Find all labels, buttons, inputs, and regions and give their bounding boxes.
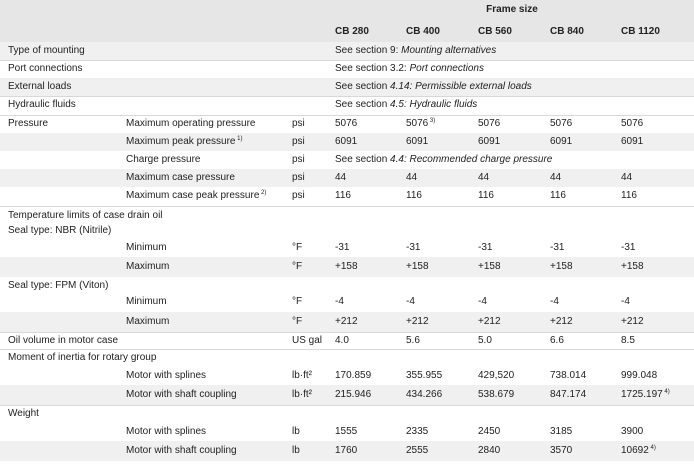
value-cell: 44: [335, 172, 347, 183]
row-sublabel: Maximum operating pressure: [126, 118, 256, 129]
row-sublabel: Maximum: [126, 261, 170, 272]
value-cell: 434.266: [406, 389, 443, 400]
value-cell: +158: [406, 261, 429, 272]
value-cell: 6091: [550, 136, 573, 147]
value-cell: -4: [335, 296, 344, 307]
value-cell: -31: [550, 242, 565, 253]
value-cell: 355.955: [406, 370, 443, 381]
section-reference: See section 3.2: Port connections: [335, 63, 484, 74]
row-sublabel: Maximum case pressure: [126, 172, 235, 183]
value-cell: 2450: [478, 426, 501, 437]
table-row: [0, 257, 694, 277]
table-row: [0, 405, 694, 423]
row-label: Pressure: [8, 118, 49, 129]
value-cell: 44: [406, 172, 418, 183]
value-cell: 10692 $^{4)}$: [621, 445, 656, 456]
value-cell: 8.5: [621, 335, 635, 346]
value-cell: 847.174: [550, 389, 587, 400]
value-cell: 5.0: [478, 335, 492, 346]
value-cell: 44: [621, 172, 633, 183]
value-cell: +212: [621, 316, 644, 327]
row-sublabel: Maximum peak pressure $^{1)}$: [126, 136, 243, 147]
value-cell: -4: [550, 296, 559, 307]
value-cell: -31: [478, 242, 493, 253]
row-label: Type of mounting: [8, 45, 85, 56]
row-unit: lb·ft²: [292, 389, 312, 400]
footnote-ref: 4): [662, 389, 670, 395]
row-sublabel: Maximum case peak pressure $^{2)}$: [126, 190, 267, 201]
table-row: [0, 60, 694, 78]
table-row: [0, 367, 694, 385]
section-reference: See section 4.5: Hydraulic fluids: [335, 99, 478, 110]
value-cell: -31: [335, 242, 350, 253]
row-unit: lb: [292, 426, 300, 437]
section-reference: See section 4.4: Recommended charge pressure: [335, 154, 553, 165]
value-cell: 1725.197 $^{4)}$: [621, 389, 670, 400]
value-cell: 116: [621, 190, 637, 201]
value-cell: 5.6: [406, 335, 420, 346]
value-cell: -31: [621, 242, 636, 253]
value-cell: 6091: [478, 136, 501, 147]
row-sublabel: Charge pressure: [126, 154, 201, 165]
row-sublabel: Motor with splines: [126, 370, 207, 381]
value-cell: -31: [406, 242, 421, 253]
value-cell: +158: [335, 261, 358, 272]
value-cell: 6091: [406, 136, 429, 147]
value-cell: 999.048: [621, 370, 658, 381]
model-cb840: CB 840: [550, 26, 584, 37]
value-cell: 6091: [621, 136, 644, 147]
section-reference-title: 4.5: Hydraulic fluids: [390, 99, 478, 110]
value-cell: 1760: [335, 445, 358, 456]
value-cell: 44: [550, 172, 562, 183]
table-row: [0, 78, 694, 96]
value-cell: 1555: [335, 426, 358, 437]
section-reference-title: 4.14: Permissible external loads: [390, 81, 532, 92]
value-cell: 44: [478, 172, 490, 183]
table-row: [0, 349, 694, 367]
value-cell: 116: [406, 190, 422, 201]
frame-size-title: Frame size: [486, 4, 538, 15]
table-row: [0, 238, 694, 257]
table-row: [0, 293, 694, 311]
row-unit: US gal: [292, 335, 323, 346]
table-row: [0, 115, 694, 133]
table-row: [0, 187, 694, 205]
value-cell: 4.0: [335, 335, 349, 346]
section-reference: See section 9: Mounting alternatives: [335, 45, 497, 56]
footnote-ref: 1): [235, 136, 243, 142]
row-unit: psi: [292, 136, 305, 147]
table-row: [0, 423, 694, 441]
row-unit: lb: [292, 445, 300, 456]
value-cell: 5076: [478, 118, 501, 129]
model-cb560: CB 560: [478, 26, 512, 37]
value-cell: 6.6: [550, 335, 564, 346]
row-label: Port connections: [8, 63, 83, 74]
value-cell: 3185: [550, 426, 573, 437]
table-row: [0, 441, 694, 461]
value-cell: +158: [550, 261, 573, 272]
value-cell: +158: [478, 261, 501, 272]
row-sublabel: Maximum: [126, 316, 170, 327]
value-cell: 2335: [406, 426, 429, 437]
table-row: [0, 169, 694, 187]
row-unit: psi: [292, 172, 305, 183]
row-label: Weight: [8, 408, 39, 419]
row-sublabel: Motor with splines: [126, 426, 207, 437]
table-row: [0, 96, 694, 114]
row-unit: °F: [292, 316, 303, 327]
value-cell: -4: [406, 296, 415, 307]
value-cell: 5076: [621, 118, 644, 129]
value-cell: +212: [335, 316, 358, 327]
model-cb1120: CB 1120: [621, 26, 660, 37]
row-label: External loads: [8, 81, 72, 92]
row-unit: psi: [292, 190, 305, 201]
table-row: [0, 332, 694, 349]
footnote-ref: 4): [648, 445, 656, 451]
value-cell: 538.679: [478, 389, 515, 400]
row-unit: °F: [292, 296, 303, 307]
model-cb400: CB 400: [406, 26, 440, 37]
value-cell: 3900: [621, 426, 644, 437]
value-cell: 116: [478, 190, 494, 201]
value-cell: 116: [335, 190, 351, 201]
value-cell: 2555: [406, 445, 429, 456]
value-cell: 738.014: [550, 370, 587, 381]
row-unit: °F: [292, 261, 303, 272]
table-row: [0, 385, 694, 405]
section-reference-title: Mounting alternatives: [401, 45, 497, 56]
row-sublabel: Motor with shaft coupling: [126, 445, 237, 456]
value-cell: 215.946: [335, 389, 372, 400]
table-header: [0, 0, 694, 42]
value-cell: -4: [478, 296, 487, 307]
section-reference: See section 4.14: Permissible external loads: [335, 81, 532, 92]
footnote-ref: 3): [428, 118, 436, 124]
row-unit: psi: [292, 154, 305, 165]
row-sublabel: Minimum: [126, 296, 167, 307]
row-sublabel: Motor with shaft coupling: [126, 389, 237, 400]
row-unit: psi: [292, 118, 305, 129]
value-cell: +158: [621, 261, 644, 272]
table-row: [0, 42, 694, 60]
value-cell: 5076: [335, 118, 358, 129]
table-row: [0, 312, 694, 332]
section-reference-title: Port connections: [409, 63, 484, 74]
row-sublabel: Minimum: [126, 242, 167, 253]
table-row: [0, 133, 694, 151]
value-cell: 6091: [335, 136, 358, 147]
value-cell: 5076 $^{3)}$: [406, 118, 436, 129]
value-cell: -4: [621, 296, 630, 307]
row-label: Hydraulic fluids: [8, 99, 76, 110]
value-cell: +212: [478, 316, 501, 327]
value-cell: 170.859: [335, 370, 372, 381]
row-unit: lb·ft²: [292, 370, 312, 381]
value-cell: 2840: [478, 445, 501, 456]
row-label: Oil volume in motor case: [8, 335, 119, 346]
value-cell: +212: [550, 316, 573, 327]
value-cell: +212: [406, 316, 429, 327]
value-cell: 5076: [550, 118, 573, 129]
table-row: [0, 151, 694, 169]
table-row: [0, 206, 694, 238]
model-cb280: CB 280: [335, 26, 369, 37]
row-label-secondary: Seal type: NBR (Nitrile): [8, 225, 112, 236]
value-cell: 3570: [550, 445, 573, 456]
footnote-ref: 2): [259, 190, 267, 196]
row-unit: °F: [292, 242, 303, 253]
row-label: Moment of inertia for rotary group: [8, 352, 157, 363]
row-label: Temperature limits of case drain oil: [8, 210, 163, 221]
value-cell: 429,520: [478, 370, 515, 381]
row-label: Seal type: FPM (Viton): [8, 280, 109, 291]
section-reference-title: 4.4: Recommended charge pressure: [390, 154, 553, 165]
value-cell: 116: [550, 190, 566, 201]
